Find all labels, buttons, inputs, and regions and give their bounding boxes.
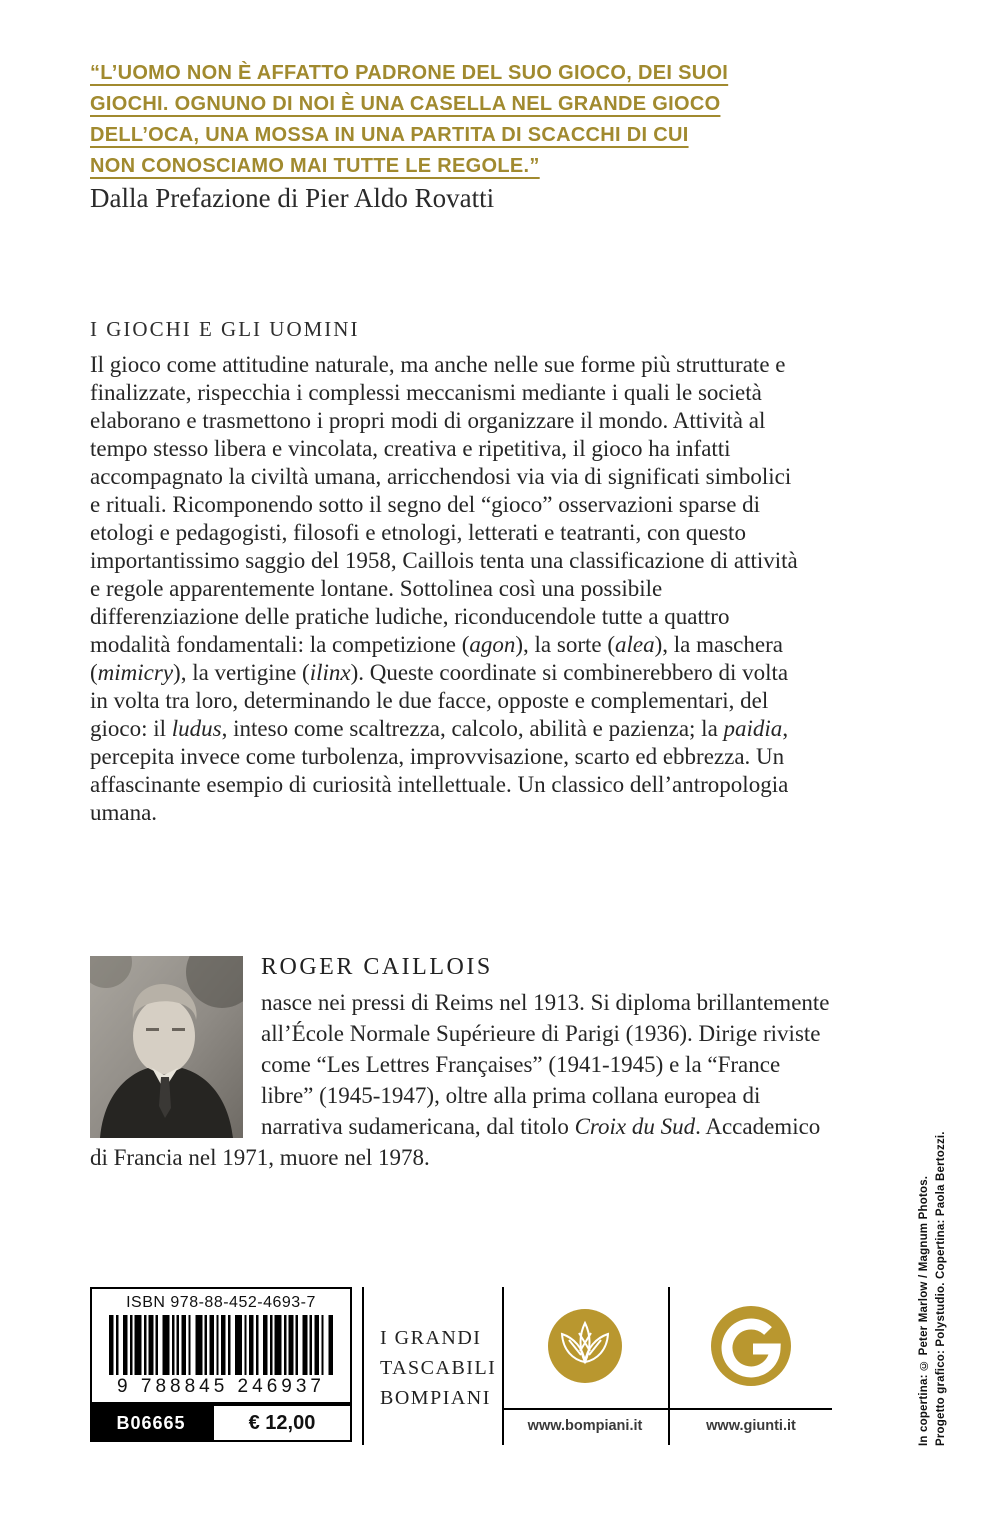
footer-divider-1 bbox=[362, 1287, 364, 1445]
ean-digits: 9 788845 246937 bbox=[117, 1376, 325, 1397]
quote-line-1: “L’UOMO NON È AFFATTO PADRONE DEL SUO GIOCO, DEI SUOI bbox=[90, 62, 729, 84]
edition-code: B06665 bbox=[90, 1404, 212, 1442]
quote-line-3: DELL’OCA, UNA MOSSA IN UNA PARTITA DI SCACCHI DI CUI bbox=[90, 124, 689, 146]
author-portrait-illustration bbox=[90, 956, 243, 1138]
giunti-g-icon bbox=[711, 1306, 791, 1386]
cover-quote bbox=[90, 58, 770, 182]
series-block bbox=[380, 1323, 496, 1413]
bompiani-url: www.bompiani.it bbox=[527, 1418, 643, 1434]
quote-line-4: NON CONOSCIAMO MAI TUTTE LE REGOLE.” bbox=[90, 155, 540, 177]
bompiani-logo-icon bbox=[548, 1309, 622, 1383]
isbn-box bbox=[90, 1287, 352, 1404]
footer-horizontal-rule bbox=[502, 1408, 832, 1410]
credits-design-line: Progetto grafico: Polystudio. Copertina: Paola Bertozzi. bbox=[935, 1131, 947, 1446]
quote-line-2: GIOCHI. OGNUNO DI NOI È UNA CASELLA NEL GRANDE GIOCO bbox=[90, 93, 721, 115]
print-credits bbox=[916, 1092, 954, 1446]
giunti-block bbox=[670, 1287, 832, 1445]
code-price-row bbox=[90, 1404, 352, 1442]
giunti-logo-icon bbox=[711, 1306, 791, 1386]
series-line-1: I GRANDI bbox=[380, 1327, 482, 1349]
author-photo bbox=[90, 956, 243, 1138]
series-line-2: TASCABILI bbox=[380, 1357, 497, 1379]
barcode bbox=[109, 1315, 333, 1375]
synopsis-text: Il gioco come attitudine naturale, ma anche nelle sue forme più strutturate e finalizzate, rispecchia i complessi meccanismi mediante i quali le società elaborano e trasmettono i propri modi di organizzare il mondo. Attività al tempo stesso libera e vincolata, creativa e ripetitiva, il gioco ha infatti accompagnato la civiltà umana, arricchendosi via via di significati simbolici e rituali. Ricomponendo sotto il segno del “gioco” osservazioni sparse di etologi e pedagogisti, filosofi e etnologi, letterati e teatranti, con questo importantissimo saggio del 1958, Caillois tenta una classificazione di attività e regole apparentemente lontane. Sottolinea così una possibile differenziazione delle pratiche ludiche, riconducendole tutte a quattro modalità fondamentali: la competizione (agon), la sorte (alea), la maschera (mimicry), la vertigine (ilinx). Queste coordinate si combinerebbero di volta in volta tra loro, determinando le due facce, opposte e complementari, del gioco: il ludus, inteso come scaltrezza, calcolo, abilità e pazienza; la paidia, percepita invece come turbolenza, improvvisazione, scarto ed ebbrezza. Un affascinante esempio di curiosità intellettuale. Un classico dell’antropologia umana. bbox=[90, 352, 798, 825]
book-title: I GIOCHI E GLI UOMINI bbox=[90, 317, 360, 341]
price: € 12,00 bbox=[212, 1404, 352, 1442]
author-section bbox=[90, 948, 834, 1173]
giunti-url: www.giunti.it bbox=[706, 1418, 796, 1434]
footer-bar bbox=[90, 1287, 832, 1445]
isbn-label: ISBN 978-88-452-4693-7 bbox=[126, 1294, 316, 1311]
bompiani-block bbox=[504, 1287, 666, 1445]
bompiani-flower-icon bbox=[548, 1309, 622, 1383]
quote-attribution: Dalla Prefazione di Pier Aldo Rovatti bbox=[90, 183, 495, 213]
author-name: ROGER CAILLOIS bbox=[261, 954, 493, 980]
author-bio: nasce nei pressi di Reims nel 1913. Si diploma brillantemente all’École Normale Supérieure di Parigi (1936). Dirige riviste come “Les Lettres Françaises” (1941-1945) e la “France libre” (1945-1947), oltre alla prima collana europea di narrativa sudamericana, dal titolo Croix du Sud. Accademico di Francia nel 1971, muore nel 1978. bbox=[90, 990, 830, 1170]
isbn-block bbox=[90, 1287, 352, 1442]
series-line-3: BOMPIANI bbox=[380, 1387, 491, 1409]
credits-photo-line: In copertina: © Peter Marlow / Magnum Photos. bbox=[918, 1175, 930, 1446]
